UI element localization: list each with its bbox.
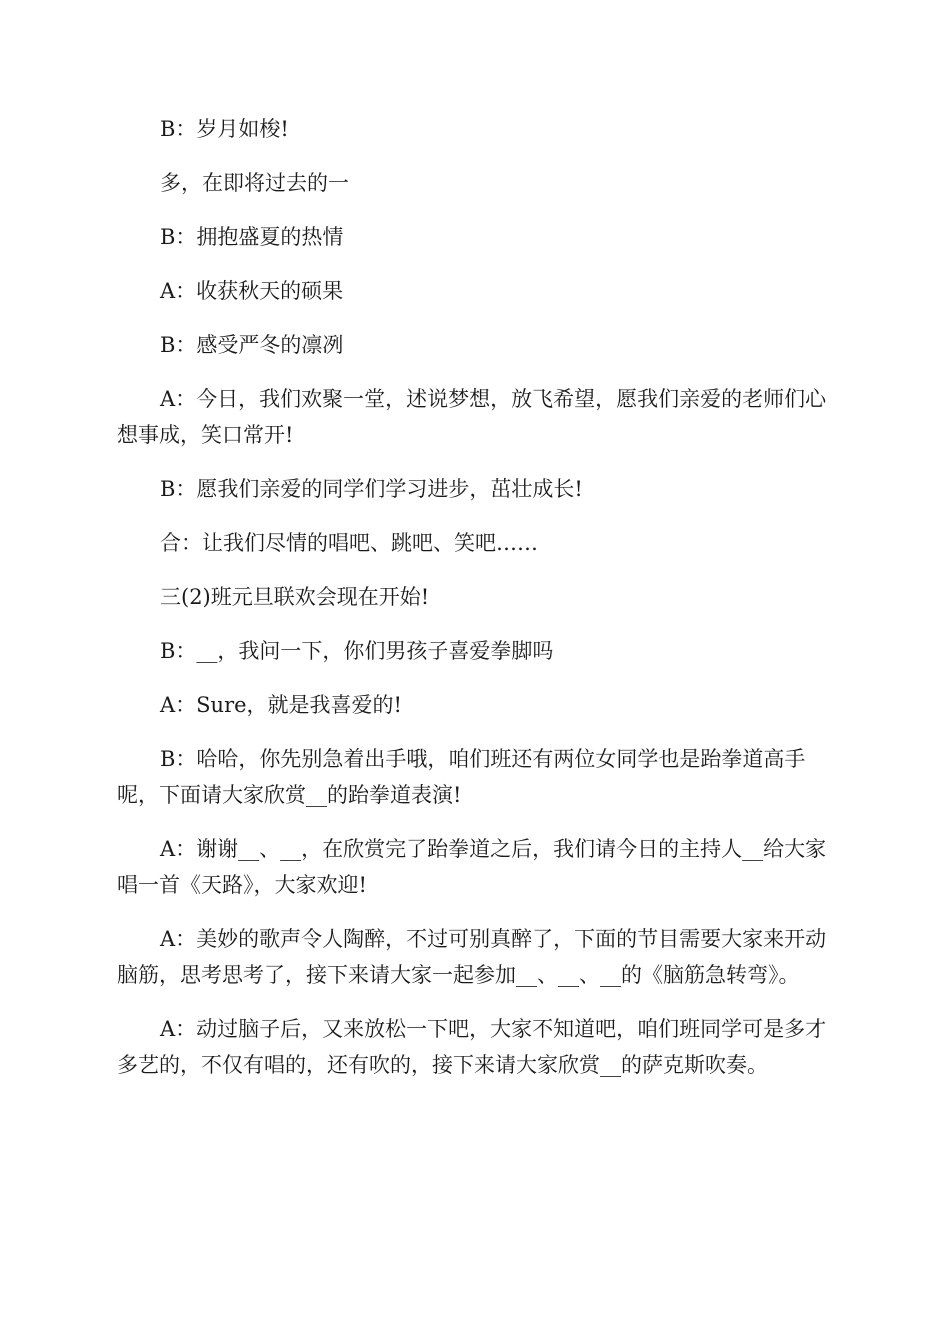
paragraph: B：感受严冬的凛冽 [160, 333, 344, 357]
paragraph: 合：让我们尽情的唱吧、跳吧、笑吧…… [160, 531, 538, 555]
document-body [117, 111, 833, 1101]
paragraph: B：愿我们亲爱的同学们学习进步，茁壮成长! [160, 477, 583, 501]
paragraph: A：收获秋天的硕果 [160, 279, 344, 303]
paragraph: B：__，我问一下，你们男孩子喜爱拳脚吗 [160, 639, 554, 663]
paragraph: A：Sure，就是我喜爱的! [160, 693, 402, 717]
paragraph: 三(2)班元旦联欢会现在开始! [160, 585, 430, 609]
paragraph: A：动过脑子后，又来放松一下吧，大家不知道吧，咱们班同学可是多才多艺的，不仅有唱的，还有吹的，接下来请大家欣赏__的萨克斯吹奏。 [117, 1017, 827, 1077]
paragraph: A：今日，我们欢聚一堂，述说梦想，放飞希望，愿我们亲爱的老师们心想事成，笑口常开! [117, 387, 827, 447]
paragraph: B：拥抱盛夏的热情 [160, 225, 344, 249]
paragraph: B：岁月如梭! [160, 117, 289, 141]
paragraph: B：哈哈，你先别急着出手哦，咱们班还有两位女同学也是跆拳道高手呢，下面请大家欣赏__的跆拳道表演! [117, 747, 806, 807]
paragraph: A：美妙的歌声令人陶醉，不过可别真醉了，下面的节目需要大家来开动脑筋，思考思考了，接下来请大家一起参加__、__、__的《脑筋急转弯》。 [117, 927, 827, 987]
paragraph: A：谢谢__、__，在欣赏完了跆拳道之后，我们请今日的主持人__给大家唱一首《天路》，大家欢迎! [117, 837, 827, 897]
paragraph: 多，在即将过去的一 [160, 171, 349, 195]
